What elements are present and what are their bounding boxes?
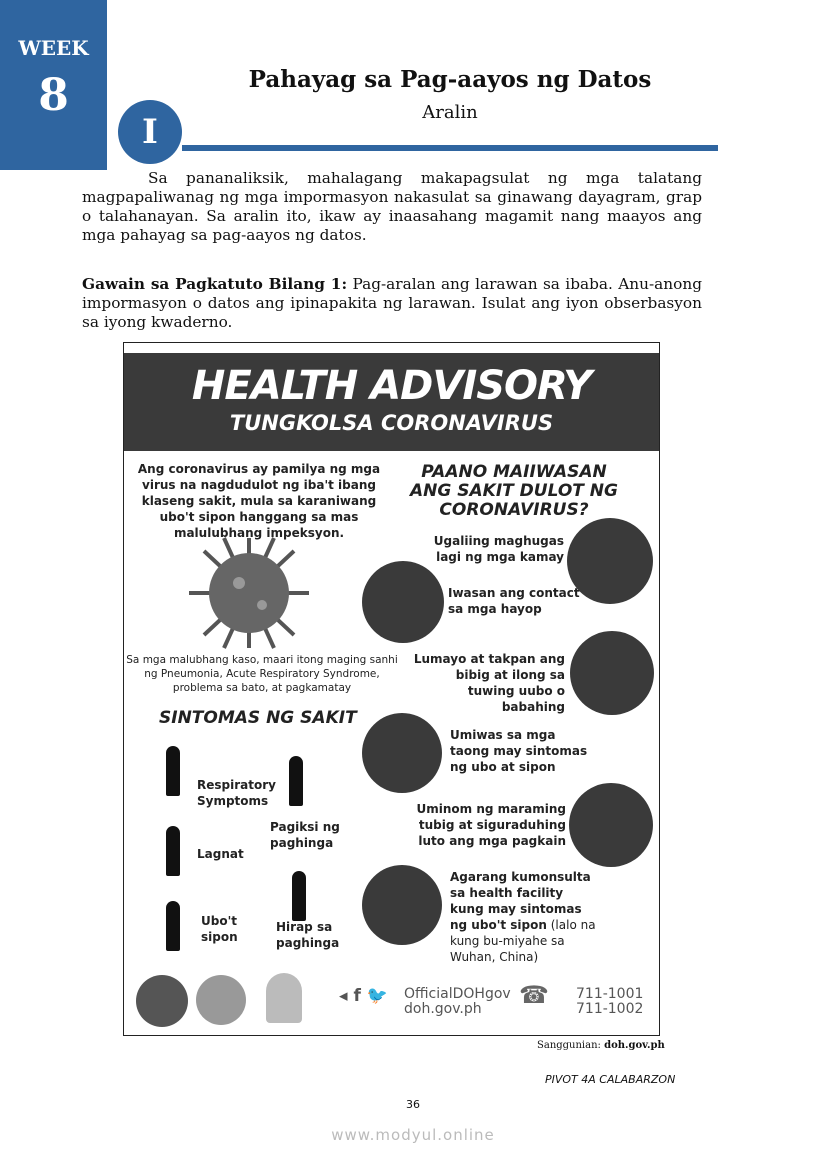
animals-icon xyxy=(362,561,444,643)
week-number: 8 xyxy=(38,70,69,121)
contact-info xyxy=(404,987,511,1017)
activity-label: Gawain sa Pagkatuto Bilang 1: xyxy=(82,275,348,293)
water-food-icon xyxy=(569,783,653,867)
page-number: 36 xyxy=(406,1098,420,1111)
health-advisory-poster xyxy=(123,342,660,1036)
page-subtitle: Aralin xyxy=(422,102,478,123)
consult-text xyxy=(450,869,600,965)
symptom-item: Ubo't sipon xyxy=(201,914,238,944)
website: doh.gov.ph xyxy=(404,1001,482,1017)
social-handle: OfficialDOHgov xyxy=(404,986,511,1002)
intro-paragraph: Sa pananaliksik, mahalagang makapagsulat ng mga talatang magpapaliwanag ng mga impormasyon nakasulat sa ginawang dayagram, grap o talahanayan. Sa aralin ito, ikaw ay inaasahang magamit nang maayos ang mga pahayag sa pag-aayos ng datos. xyxy=(82,169,702,244)
divider xyxy=(182,145,718,151)
coronavirus-intro: Ang coronavirus ay pamilya ng mga virus na nagdudulot ng iba't ibang klaseng sakit, mula sa karaniwang ubo't sipon hanggang sa mas malulubhang impeksyon. xyxy=(137,462,381,540)
prevention-item: Uminom ng maraming tubig at siguraduhing luto ang mga pagkain xyxy=(416,802,566,848)
coughing-person-icon xyxy=(362,713,442,793)
social-icons: ◂ f 🐦 xyxy=(339,986,388,1006)
symptom-item: Hirap sa paghinga xyxy=(276,920,340,950)
symptom-item: Pagiksi ng paghinga xyxy=(270,820,340,850)
week-badge xyxy=(0,0,107,170)
activity-paragraph xyxy=(82,275,702,332)
week-label: WEEK xyxy=(18,36,89,60)
prevention-item: Umiwas sa mga taong may sintomas ng ubo at sipon xyxy=(450,728,588,774)
doctor-icon xyxy=(362,865,442,945)
phone-number: 711-1001 xyxy=(576,986,644,1002)
sneezing-child-icon xyxy=(570,631,654,715)
person-icon xyxy=(292,871,306,921)
uhc-logo xyxy=(196,975,246,1025)
symptom-item: Lagnat xyxy=(197,847,244,861)
source-value: doh.gov.ph xyxy=(604,1040,665,1051)
person-icon xyxy=(166,746,180,796)
prevention-item: Ugaliing maghugas lagi ng mga kamay xyxy=(433,534,564,564)
poster-subtitle: TUNGKOLSA CORONAVIRUS xyxy=(229,411,554,435)
footer-org: PIVOT 4A CALABARZON xyxy=(545,1073,676,1086)
person-icon xyxy=(289,756,303,806)
symptoms-heading: SINTOMAS NG SAKIT xyxy=(159,708,357,728)
page-title: Pahayag sa Pag-aayos ng Datos xyxy=(248,66,652,93)
prevention-item: Lumayo at takpan ang bibig at ilong sa tuwing uubo o babahing xyxy=(413,652,565,714)
person-icon xyxy=(166,901,180,951)
phone-number: 711-1002 xyxy=(576,1001,644,1017)
person-icon xyxy=(166,826,180,876)
source-label: Sanggunian: xyxy=(537,1040,605,1051)
source-citation xyxy=(537,1040,665,1051)
prevention-item: Iwasan ang contact sa mga hayop xyxy=(448,586,580,616)
consult-bold: Agarang kumonsulta sa health facility kung may sintomas ng ubo't sipon xyxy=(450,870,591,932)
consult-rest: (lalo na kung bu-miyahe sa Wuhan, China) xyxy=(450,918,596,964)
prevention-heading: PAANO MAIIWASAN ANG SAKIT DULOT NG CORONAVIRUS? xyxy=(410,462,618,520)
activity-text: Pag-aralan ang larawan sa ibaba. Anu-anong impormasyon o datos ang ipinapakita ng larawan. Isulat ang iyon obserbasyon sa iyong kwaderno. xyxy=(82,275,702,331)
symptom-item: Respiratory Symptoms xyxy=(197,778,276,808)
poster-header xyxy=(124,353,659,451)
severe-cases-text: Sa mga malubhang kaso, maari itong maging sanhi ng Pneumonia, Acute Respiratory Syndrome, problema sa bato, at pagkamatay xyxy=(126,654,398,694)
virus-icon xyxy=(184,533,314,653)
phone-numbers xyxy=(576,987,643,1017)
section-letter: I xyxy=(118,100,182,164)
watermark: www.modyul.online xyxy=(331,1126,495,1144)
poster-title: HEALTH ADVISORY xyxy=(191,363,592,409)
doh-seal-logo xyxy=(136,975,188,1027)
universal-health-care-logo xyxy=(266,973,302,1023)
phone-icon: ☎ xyxy=(519,981,549,1009)
